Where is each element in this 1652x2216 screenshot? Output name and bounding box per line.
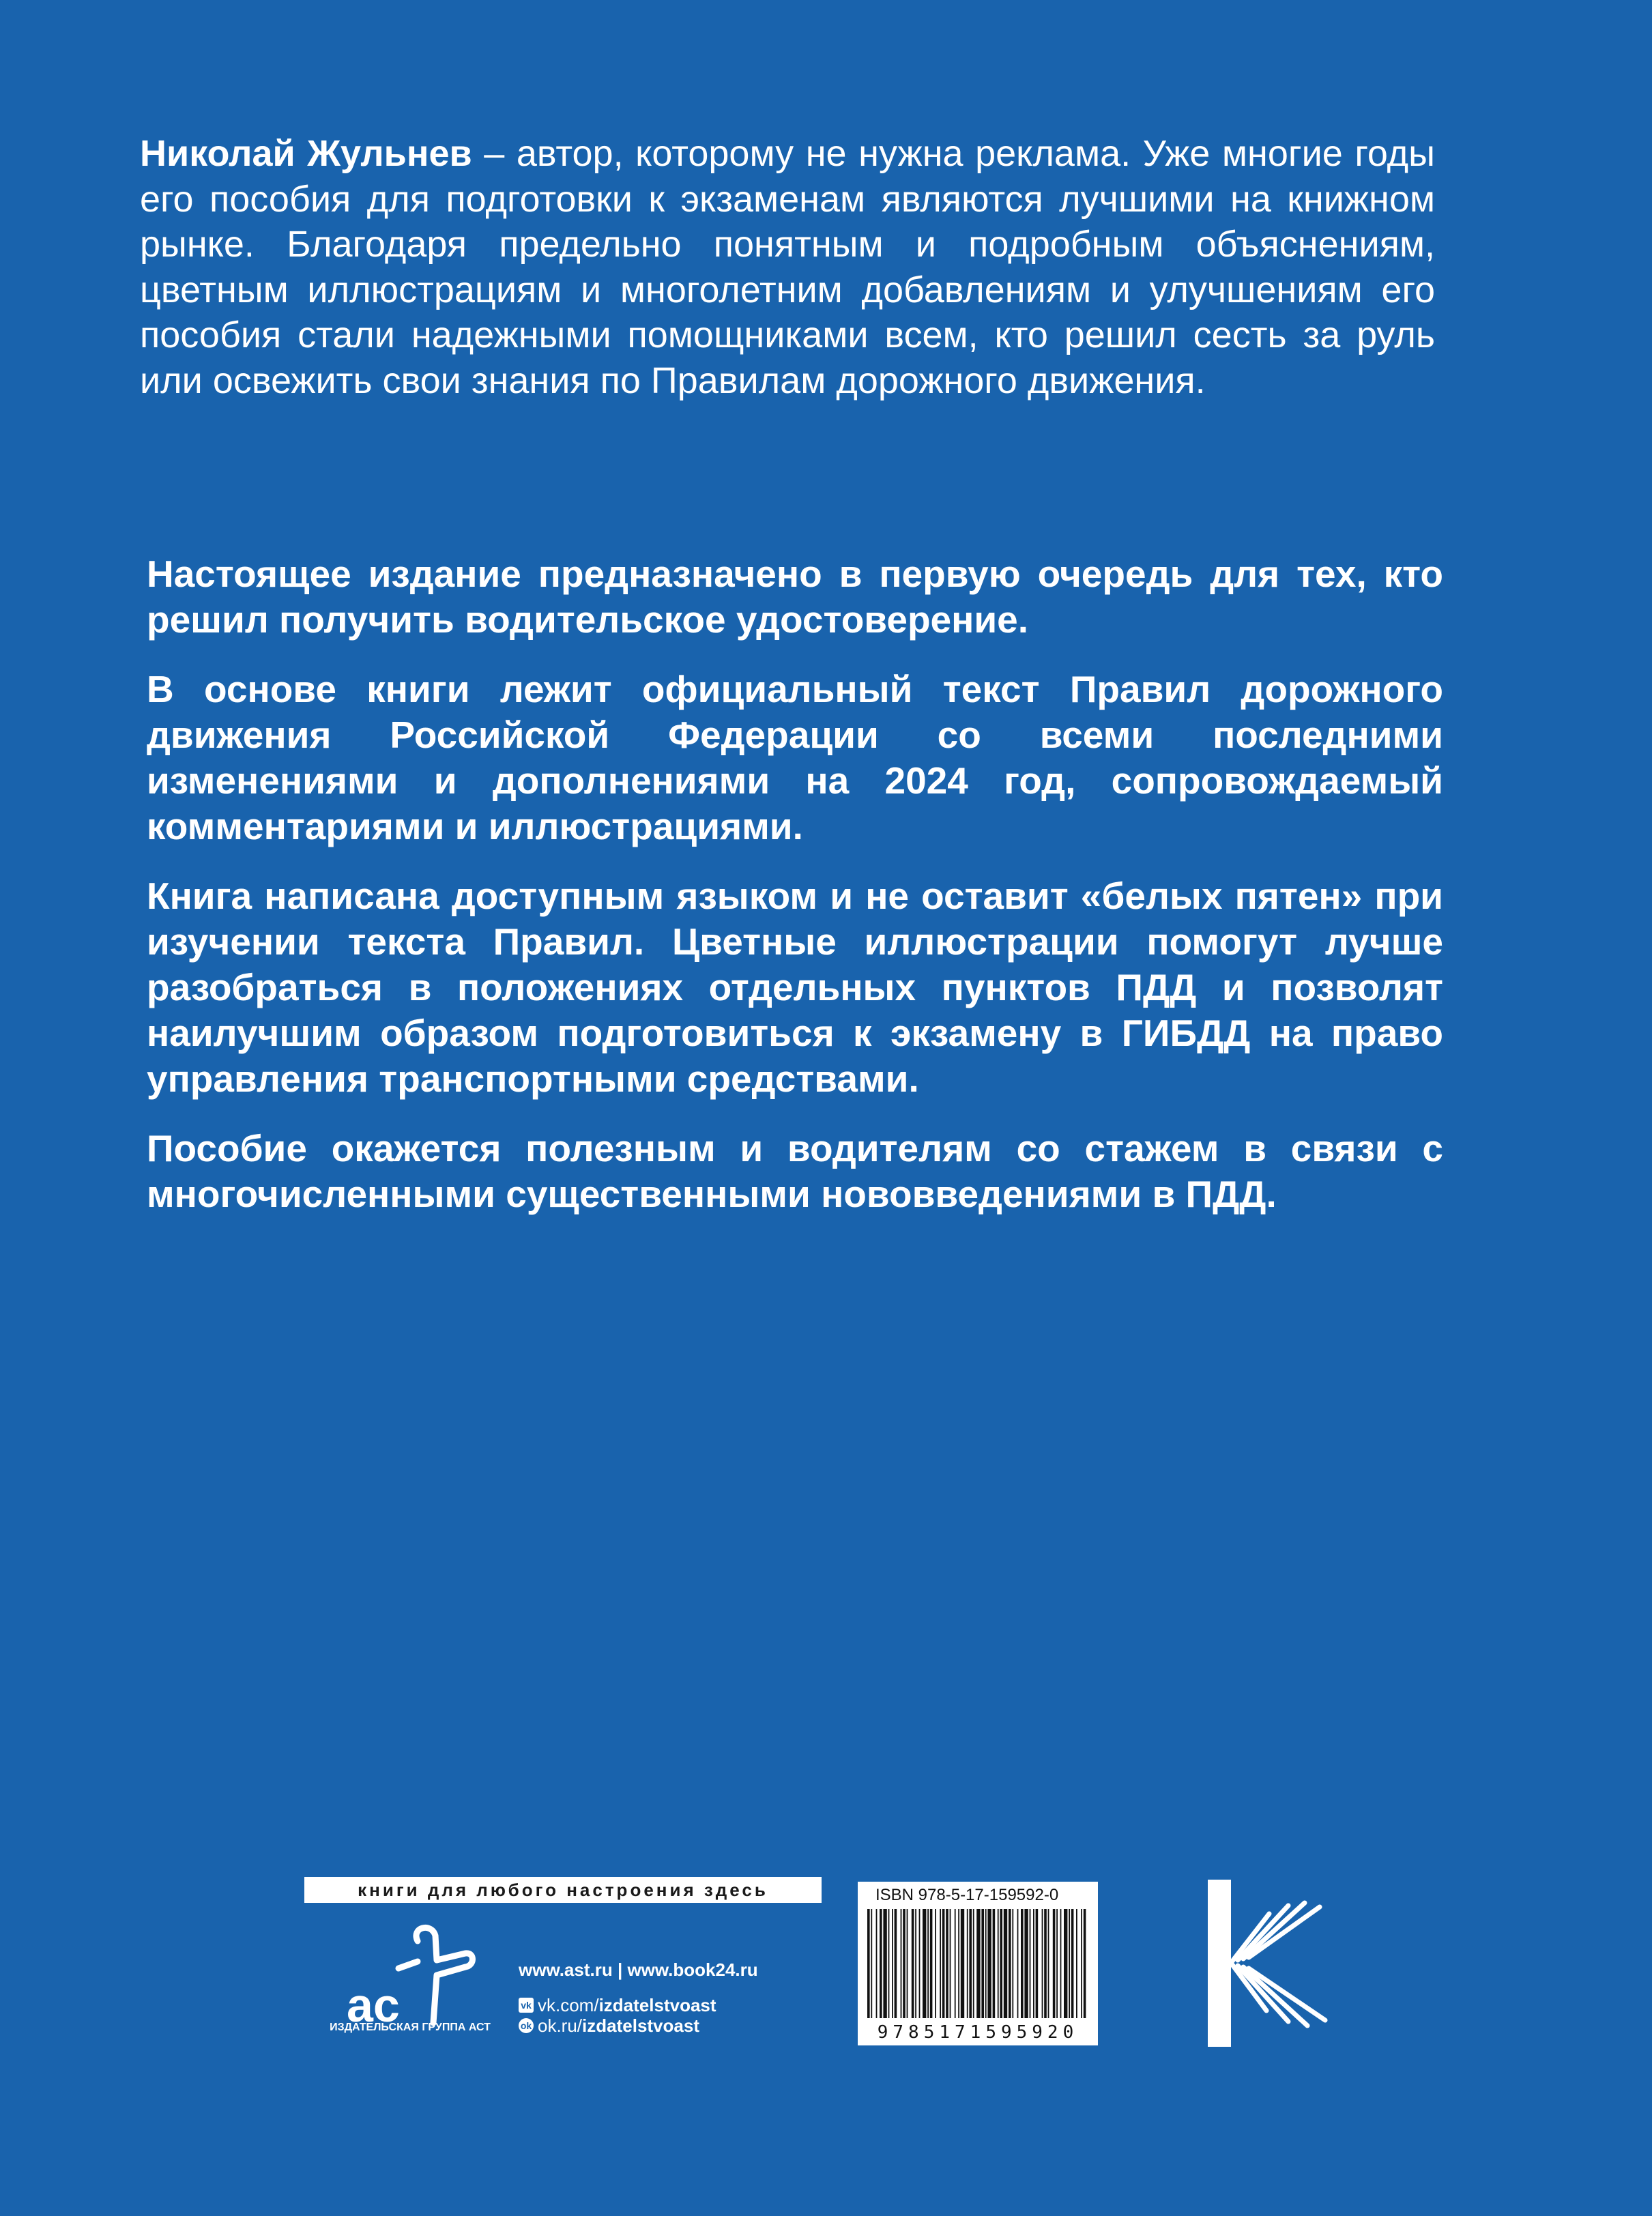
barcode-bar — [993, 1909, 996, 2018]
barcode-bar — [888, 1909, 890, 2018]
barcode-bar — [1064, 1909, 1067, 2018]
vk-link-handle: izdatelstvoast — [598, 1995, 716, 2015]
barcode-bar — [892, 1909, 893, 2018]
description-paragraph-1: Настоящее издание предназначено в первую очередь для тех, кто решил получить водительское удостоверение. — [147, 553, 1443, 641]
isbn-label: ISBN 978-5-17-159592-0 — [875, 1886, 1059, 1904]
barcode-bar — [895, 1909, 897, 2018]
barcode-bar — [935, 1909, 936, 2018]
barcode-bar — [927, 1909, 929, 2018]
ok-icon: ok — [519, 2018, 534, 2033]
barcode-bar — [880, 1909, 882, 2018]
barcode-bar — [987, 1909, 991, 2018]
description-paragraph-4: Пособие окажется полезным и водителям со стажем в связи с многочисленными существенными нововведениями в ПДД. — [147, 1127, 1443, 1215]
barcode-bar — [883, 1909, 886, 2018]
barcode-bar — [958, 1909, 959, 2018]
barcode-bar — [1004, 1909, 1007, 2018]
barcode-bar — [930, 1909, 933, 2018]
barcode-bar — [967, 1909, 968, 2018]
barcode-bar — [942, 1909, 945, 2018]
vk-link[interactable] — [519, 1995, 758, 2015]
barcode-bar — [940, 1909, 941, 2018]
barcode-bar — [871, 1909, 872, 2018]
barcode-bar — [1081, 1909, 1082, 2018]
barcode-bar — [969, 1909, 972, 2018]
barcode-number: 9785171595920 — [877, 2022, 1079, 2043]
publisher-k-logo — [1208, 1880, 1348, 2047]
barcode-bar — [1048, 1909, 1049, 2018]
barcode-bar — [923, 1909, 926, 2018]
barcode-bar — [915, 1909, 916, 2018]
publisher-links — [519, 1959, 758, 2036]
author-bio — [140, 131, 1435, 403]
book-description — [147, 551, 1443, 1241]
barcode-bar — [1044, 1909, 1047, 2018]
barcode-bar — [1030, 1909, 1031, 2018]
barcode-bar — [1084, 1909, 1086, 2018]
barcode-bar — [1024, 1909, 1028, 2018]
barcode-bar — [1017, 1909, 1019, 2018]
barcode-bar — [901, 1909, 902, 2018]
publisher-tagline: книги для любого настроения здесь — [304, 1877, 822, 1903]
barcode-bar — [998, 1909, 999, 2018]
barcode-bar — [1012, 1909, 1013, 2018]
barcode-bar — [1000, 1909, 1002, 2018]
barcode-bar — [961, 1909, 964, 2018]
barcode-bar — [1009, 1909, 1011, 2018]
barcode-bar — [1042, 1909, 1043, 2018]
publisher-name: ИЗДАТЕЛЬСКАЯ ГРУППА АСТ — [330, 2022, 491, 2033]
ast-logo — [334, 1921, 478, 2030]
barcode-bar — [950, 1909, 951, 2018]
barcode-bar — [867, 1909, 870, 2018]
barcode-bars — [867, 1909, 1088, 2018]
barcode-bar — [981, 1909, 984, 2018]
barcode-bar — [1036, 1909, 1039, 2018]
barcode-bar — [907, 1909, 908, 2018]
author-name: Николай Жульнев — [140, 133, 472, 174]
barcode-bar — [1053, 1909, 1056, 2018]
barcode-bar — [1021, 1909, 1024, 2018]
barcode-bar — [946, 1909, 948, 2018]
barcode-bar — [973, 1909, 974, 2018]
barcode-bar — [1069, 1909, 1070, 2018]
barcode-bar — [1076, 1909, 1077, 2018]
ok-link-handle: izdatelstvoast — [582, 2015, 699, 2036]
isbn-barcode — [858, 1882, 1098, 2045]
barcode-bar — [1033, 1909, 1034, 2018]
description-paragraph-3: Книга написана доступным языком и не оставит «белых пятен» при изучении текста Правил. Цветные иллюстрации помогут лучше разобраться в положениях отдельных пунктов ПДД и позволят наилучшим образом подготовиться к экзамену в ГИБДД на право управления транспортными средствами. — [147, 875, 1443, 1100]
barcode-bar — [912, 1909, 914, 2018]
barcode-bar — [955, 1909, 956, 2018]
ok-link[interactable] — [519, 2015, 758, 2036]
barcode-bar — [1060, 1909, 1062, 2018]
vk-icon: vk — [519, 1998, 534, 2013]
vk-link-prefix: vk.com/ — [538, 1995, 599, 2015]
barcode-bar — [1056, 1909, 1058, 2018]
barcode-bar — [976, 1909, 980, 2018]
description-paragraph-2: В основе книги лежит официальный текст Правил дорожного движения Российской Федерации со всеми последними изменениями и дополнениями на 2024 год, сопровождаемый комментариями и иллюстрациями. — [147, 668, 1443, 847]
barcode-bar — [903, 1909, 905, 2018]
barcode-bar — [985, 1909, 987, 2018]
barcode-bar — [1071, 1909, 1074, 2018]
website-links[interactable]: www.ast.ru | www.book24.ru — [519, 1959, 758, 1980]
barcode-bar — [919, 1909, 921, 2018]
ok-link-prefix: ok.ru/ — [538, 2015, 583, 2036]
ast-logo-text: ас — [347, 1979, 400, 2030]
barcode-bar — [876, 1909, 878, 2018]
author-bio-text: – автор, которому не нужна реклама. Уже многие годы его пособия для подготовки к экзаменам являются лучшими на книжном рынке. Благодаря предельно понятным и подробным объяснениям, цветным иллюстрациям и многолетним добавлениям и улучшениям его пособия стали надежными помощниками всем, кто решил сесть за руль или освежить свои знания по Правилам дорожного движения. — [140, 133, 1435, 401]
